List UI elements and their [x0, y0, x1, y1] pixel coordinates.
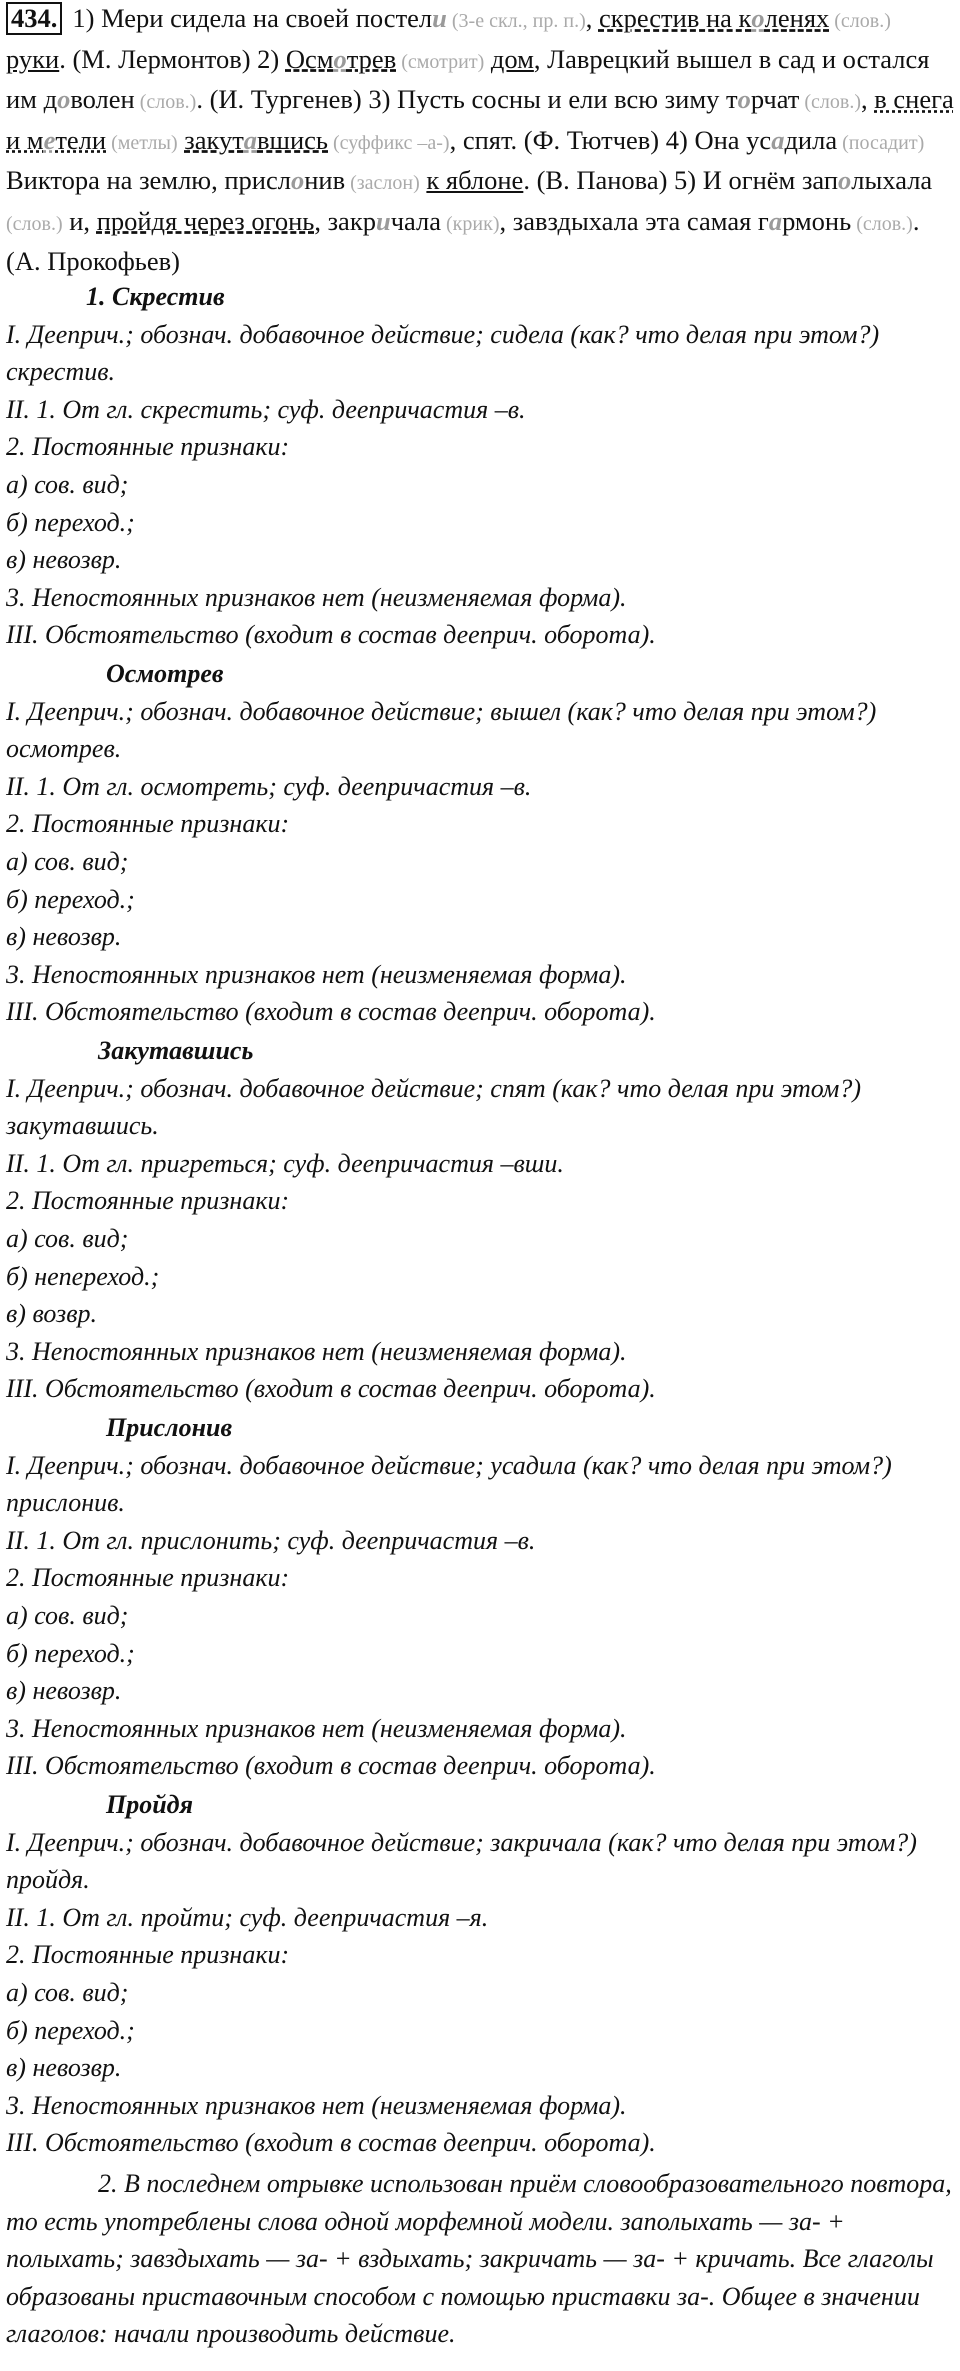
analysis-line: II. 1. От гл. прислонить; суф. деепричастия –в.: [6, 1525, 536, 1555]
text-run: [484, 44, 491, 74]
text-run: дила: [784, 124, 838, 155]
hint-note: (суффикс –а-): [328, 131, 450, 154]
analysis-line: а) сов. вид;: [6, 1223, 129, 1253]
text-run: . (И. Тургенев) 3) Пусть сосны и ели всю зиму т: [196, 84, 738, 114]
analysis-line: в) невозвр.: [6, 1676, 122, 1706]
text-run: тели: [55, 124, 107, 155]
text-run: и,: [62, 205, 97, 236]
text-run: лыхала: [851, 165, 933, 195]
text-run: а: [771, 124, 785, 155]
analysis-line: а) сов. вид;: [6, 846, 129, 876]
analysis-line: б) переход.;: [6, 507, 135, 537]
analysis-heading: Прислонив: [106, 1413, 233, 1442]
analysis-line: 3. Непостоянных признаков нет (неизменяемая форма).: [6, 959, 627, 989]
text-run: ленях: [764, 3, 830, 33]
analysis-line: б) переход.;: [6, 1638, 135, 1668]
text-run: дом: [490, 43, 534, 74]
hint-note: (3-е скл., пр. п.): [446, 10, 586, 32]
text-run: в снега и м: [6, 84, 954, 155]
hint-note: (крик): [441, 212, 500, 235]
analysis-line: II. 1. От гл. пригреться; суф. деепричастия –вши.: [6, 1148, 564, 1178]
analysis-line: I. Дееприч.; обознач. добавочное действие; сидела (как? что делая при этом?) скрестив.: [6, 319, 880, 387]
analysis-line: III. Обстоятельство (входит в состав дееприч. оборота).: [6, 620, 656, 650]
text-run: . (М. Лермонтов) 2): [59, 43, 286, 74]
text-run: скрестив на к: [598, 3, 752, 33]
exercise-text: [6, 0, 954, 281]
hint-note: (метлы): [106, 131, 178, 154]
analysis-line: 2. Постоянные признаки:: [6, 809, 290, 839]
analysis-line: I. Дееприч.; обознач. добавочное действие; закричала (как? что делая при этом?) пройдя.: [6, 1827, 917, 1895]
analysis-line: а) сов. вид;: [6, 1600, 129, 1630]
text-run: , закр: [314, 205, 376, 236]
analysis-line: б) непереход.;: [6, 1261, 160, 1291]
hint-note: (заслон): [345, 172, 420, 194]
exercise-number: 434.: [6, 2, 62, 35]
analysis-osmotrev: [6, 655, 954, 1031]
analysis-line: в) возвр.: [6, 1299, 97, 1329]
text-run: пройдя через огонь: [96, 205, 315, 236]
analysis-heading: Осмотрев: [106, 659, 224, 688]
analysis-line: II. 1. От гл. осмотреть; суф. деепричастия –в.: [6, 771, 532, 801]
text-run: и: [432, 3, 447, 33]
analysis-line: 2. Постоянные признаки:: [6, 1186, 290, 1216]
analysis-prisloniv: [6, 1409, 954, 1785]
analysis-line: III. Обстоятельство (входит в состав дееприч. оборота).: [6, 2128, 656, 2158]
hint-note: (смотрит): [396, 50, 485, 73]
conclusion-text: 2. В последнем отрывке использован приём словообразовательного повтора, то есть употреблены слова одной морфемной модели. заполыхать — за- + полыхать; завздыхать — за- + вздыхать; закричать — за- + кричать. Все глаголы образованы приставочным способом с помощью приставки за-. Общее в значении глаголов: начали производить действие.: [6, 2169, 952, 2349]
hint-note: (слов.): [851, 212, 913, 235]
analysis-line: а) сов. вид;: [6, 469, 129, 499]
text-run: ,: [861, 84, 875, 114]
text-run: руки: [6, 43, 60, 74]
text-run: к яблоне: [426, 165, 524, 195]
text-run: и: [375, 205, 391, 236]
analysis-heading: Закутавшись: [98, 1036, 254, 1065]
text-run: о: [57, 84, 71, 114]
text-run: е: [43, 124, 56, 155]
analysis-line: I. Дееприч.; обознач. добавочное действие; вышел (как? что делая при этом?) осмотрев.: [6, 696, 877, 764]
analysis-line: а) сов. вид;: [6, 1977, 129, 2007]
conclusion-paragraph: [6, 2165, 954, 2353]
analysis-line: I. Дееприч.; обознач. добавочное действие; спят (как? что делая при этом?) закутавшись.: [6, 1073, 861, 1141]
text-run: вшись: [257, 124, 328, 155]
hint-note: (слов.): [134, 91, 197, 113]
hint-note: (слов.): [6, 212, 63, 235]
analysis-line: II. 1. От гл. пройти; суф. деепричастия –я.: [6, 1902, 489, 1932]
text-run: о: [333, 43, 347, 74]
text-run: чала: [390, 205, 442, 236]
text-run: а: [243, 124, 258, 155]
text-run: . (В. Панова) 5) И огнём зап: [523, 165, 839, 195]
text-run: Виктора на землю, присл: [6, 165, 291, 195]
analysis-line: 3. Непостоянных признаков нет (неизменяемая форма).: [6, 1336, 627, 1366]
analysis-line: 3. Непостоянных признаков нет (неизменяемая форма).: [6, 582, 627, 612]
analysis-line: I. Дееприч.; обознач. добавочное действие; усадила (как? что делая при этом?) прислонив.: [6, 1450, 892, 1518]
analysis-line: 2. Постоянные признаки:: [6, 1940, 290, 1970]
analysis-proydya: [6, 1786, 954, 2162]
analysis-line: б) переход.;: [6, 2015, 135, 2045]
hint-note: (слов.): [799, 91, 862, 113]
analysis-line: в) невозвр.: [6, 545, 122, 575]
analysis-line: б) переход.;: [6, 884, 135, 914]
analysis-line: в) невозвр.: [6, 922, 122, 952]
text-run: о: [737, 84, 751, 114]
analysis-heading: Пройдя: [106, 1790, 193, 1819]
text-run: закут: [184, 124, 244, 155]
text-run: , спят. (Ф. Тютчев) 4) Она ус: [449, 124, 772, 155]
analysis-line: 2. Постоянные признаки:: [6, 432, 290, 462]
text-run: рчат: [750, 84, 800, 114]
analysis-zakutavshis: [6, 1032, 954, 1408]
analysis-line: 3. Непостоянных признаков нет (неизменяемая форма).: [6, 2090, 627, 2120]
exercise-body: [6, 3, 954, 276]
analysis-line: III. Обстоятельство (входит в состав дееприч. оборота).: [6, 997, 656, 1027]
text-run: , Лаврецкий вышел в сад и остался им д: [6, 43, 930, 114]
text-run: . (А. Прокофьев): [6, 205, 920, 276]
text-run: о: [290, 165, 305, 195]
analysis-heading: 1. Скрестив: [86, 282, 225, 311]
text-run: о: [751, 3, 765, 33]
text-run: 1) Мери сидела на своей постел: [72, 3, 433, 33]
analysis-line: 3. Непостоянных признаков нет (неизменяемая форма).: [6, 1713, 627, 1743]
text-run: , завздыхала эта самая г: [499, 205, 769, 236]
text-run: Осм: [285, 43, 334, 74]
text-run: о: [838, 165, 852, 195]
analysis-line: III. Обстоятельство (входит в состав дееприч. оборота).: [6, 1374, 656, 1404]
analysis-line: в) невозвр.: [6, 2053, 122, 2083]
text-run: волен: [70, 84, 135, 114]
text-run: рмонь: [782, 205, 852, 236]
hint-note: (слов.): [829, 10, 891, 32]
hint-note: (посадит): [837, 131, 925, 154]
analysis-line: II. 1. От гл. скрестить; суф. деепричастия –в.: [6, 394, 526, 424]
analysis-skrestiv: [6, 278, 954, 654]
text-run: трев: [346, 43, 397, 74]
analysis-line: 2. Постоянные признаки:: [6, 1563, 290, 1593]
analysis-line: III. Обстоятельство (входит в состав дееприч. оборота).: [6, 1751, 656, 1781]
text-run: нив: [304, 165, 346, 195]
text-run: а: [768, 205, 783, 236]
text-run: ,: [585, 3, 599, 33]
